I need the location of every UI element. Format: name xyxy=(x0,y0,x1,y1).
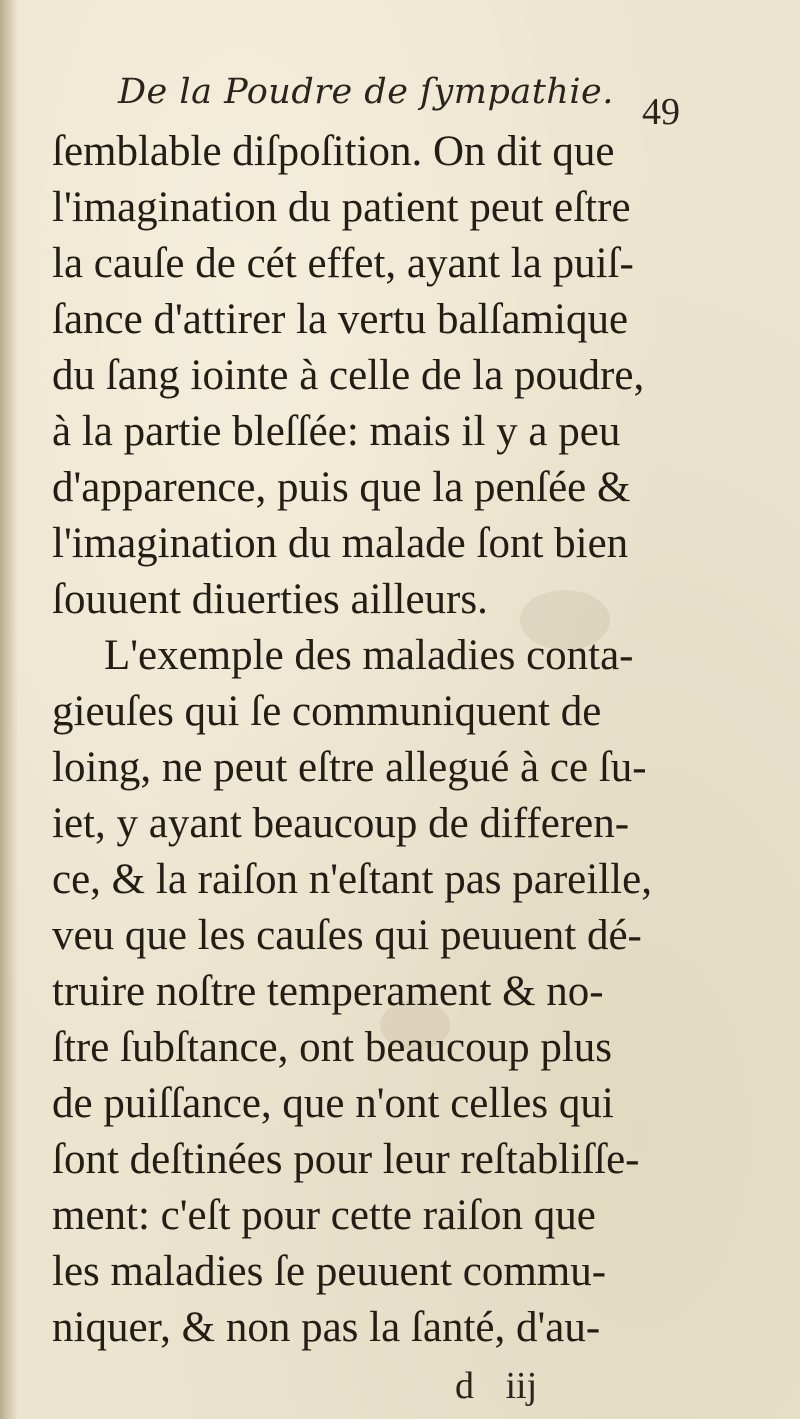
text-line: loing, ne peut eſtre allegué à ce ſu- xyxy=(52,744,647,791)
text-line: ſtre ſubſtance, ont beaucoup plus xyxy=(52,1024,613,1071)
text-line: de puiſſance, que n'ont celles qui xyxy=(52,1080,614,1127)
page-gutter xyxy=(0,0,18,1419)
text-line: veu que les cauſes qui peuuent dé- xyxy=(52,912,642,959)
text-line: iet, y ayant beaucoup de differen- xyxy=(52,800,630,847)
page-number: 49 xyxy=(642,91,680,133)
text-line: truire noſtre temperament & no- xyxy=(52,968,604,1015)
text-line: l'imagination du patient peut eſtre xyxy=(52,184,631,231)
text-line: ſance d'attirer la vertu balſamique xyxy=(52,296,629,343)
page-header xyxy=(118,72,718,132)
text-line: ment: c'eſt pour cette raiſon que xyxy=(52,1192,596,1239)
text-line: les maladies ſe peuuent commu- xyxy=(52,1248,607,1295)
text-line: la cauſe de cét effet, ayant la puiſ- xyxy=(52,240,634,287)
text-line: gieuſes qui ſe communiquent de xyxy=(52,688,602,735)
paragraph-start-line: L'exemple des maladies conta- xyxy=(104,632,634,679)
text-line: du ſang iointe à celle de la poudre, xyxy=(52,352,645,399)
text-line: ſont deſtinées pour leur reſtabliſſe- xyxy=(52,1136,640,1183)
signature-mark: d iij xyxy=(455,1365,538,1407)
text-line: niquer, & non pas la ſanté, d'au- xyxy=(52,1304,601,1351)
text-line: ce, & la raiſon n'eſtant pas pareille, xyxy=(52,856,652,903)
text-line: ſemblable diſpoſition. On dit que xyxy=(52,128,615,175)
text-line: l'imagination du malade ſont bien xyxy=(52,520,629,567)
text-line: ſouuent diuerties ailleurs. xyxy=(52,576,488,623)
running-title: De la Poudre de ſympathie. xyxy=(118,72,614,112)
text-line: à la partie bleſſée: mais il y a peu xyxy=(52,408,621,455)
text-line: d'apparence, puis que la penſée & xyxy=(52,464,631,511)
